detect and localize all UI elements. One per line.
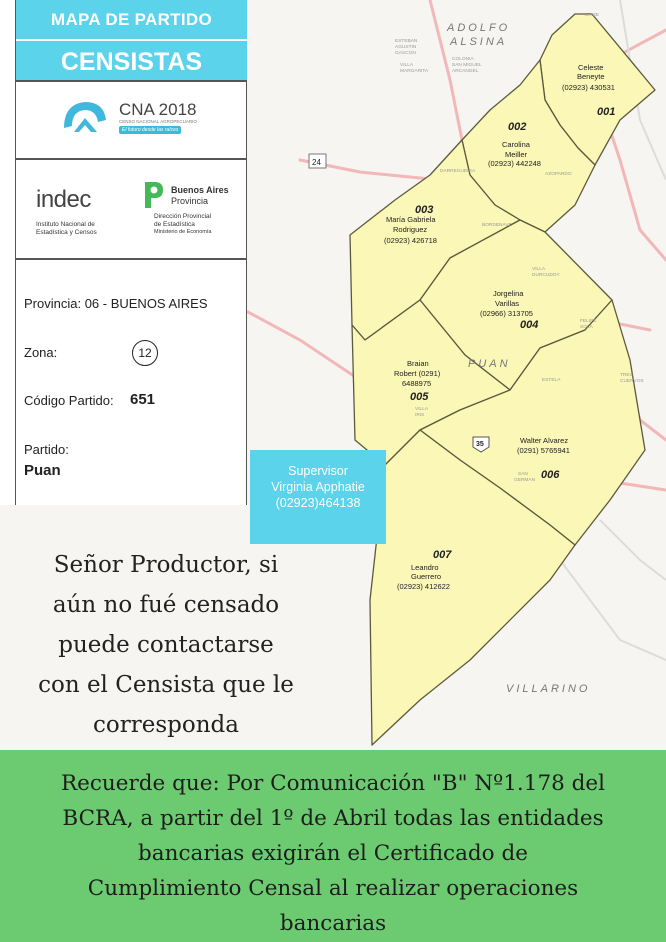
institution-logos bbox=[16, 160, 247, 260]
zona-label: Zona: bbox=[24, 345, 58, 360]
svg-text:Robert (0291): Robert (0291) bbox=[394, 369, 441, 378]
svg-text:Beneyte: Beneyte bbox=[577, 72, 605, 81]
svg-text:(02966) 313705: (02966) 313705 bbox=[480, 309, 533, 318]
producer-message bbox=[0, 545, 332, 745]
message-line-1: Señor Productor, si bbox=[53, 552, 279, 578]
svg-text:Guerrero: Guerrero bbox=[411, 572, 442, 581]
notice-line-3: bancarias exigirán el Certificado de bbox=[138, 841, 528, 866]
svg-text:Celeste: Celeste bbox=[578, 63, 604, 72]
region-center: PUAN bbox=[468, 358, 511, 370]
svg-text:(02923) 426718: (02923) 426718 bbox=[384, 236, 437, 245]
supervisor-name: Virginia Apphatie bbox=[271, 480, 365, 494]
provincia-field: Provincia: 06 - BUENOS AIRES bbox=[24, 296, 208, 311]
map-title: MAPA DE PARTIDO bbox=[16, 0, 247, 41]
svg-text:(02923) 430531: (02923) 430531 bbox=[562, 83, 615, 92]
svg-text:VILLA: VILLA bbox=[400, 63, 414, 68]
partido-label: Partido: bbox=[24, 442, 69, 457]
route-24-shield bbox=[309, 154, 326, 168]
region-north-1: ADOLFO bbox=[447, 22, 511, 34]
svg-text:ERIZE: ERIZE bbox=[585, 13, 600, 18]
svg-text:DARREGUEIRA: DARREGUEIRA bbox=[440, 169, 476, 174]
svg-text:(02923) 412622: (02923) 412622 bbox=[397, 582, 450, 591]
svg-text:MARGARITA: MARGARITA bbox=[400, 69, 429, 74]
svg-text:VILLA: VILLA bbox=[415, 407, 429, 412]
svg-text:ESTELA: ESTELA bbox=[542, 378, 561, 383]
svg-text:IRIS: IRIS bbox=[415, 413, 425, 418]
indec-logo: indec bbox=[36, 186, 91, 213]
svg-text:TRES: TRES bbox=[620, 373, 633, 378]
ba-province-icon bbox=[141, 180, 165, 210]
message-line-4: con el Censista que le bbox=[38, 672, 294, 698]
svg-text:SAN: SAN bbox=[518, 472, 528, 477]
svg-text:Braian: Braian bbox=[407, 359, 429, 368]
notice-line-5: bancarias bbox=[279, 911, 387, 936]
bcra-notice bbox=[0, 750, 666, 942]
svg-text:Walter Alvarez: Walter Alvarez bbox=[520, 436, 569, 445]
cna-subtitle: CENSO NACIONAL AGROPECUARIO bbox=[119, 119, 197, 124]
info-panel bbox=[0, 0, 247, 505]
svg-text:Meiller: Meiller bbox=[505, 150, 528, 159]
svg-text:007: 007 bbox=[433, 549, 452, 561]
svg-text:ESTEBAN: ESTEBAN bbox=[395, 39, 418, 44]
ba-line2: Provincia bbox=[171, 196, 209, 206]
notice-line-1: Recuerde que: Por Comunicación "B" Nº1.178 del bbox=[60, 771, 606, 796]
svg-text:Varillas: Varillas bbox=[495, 299, 520, 308]
cna-logo-block bbox=[16, 82, 247, 160]
svg-text:Jorgelina: Jorgelina bbox=[493, 289, 524, 298]
ba-line1: Buenos Aires bbox=[171, 185, 229, 195]
partido-fields bbox=[16, 260, 247, 505]
cna-tagline: El futuro desde las raíces bbox=[119, 126, 181, 134]
region-north-2: ALSINA bbox=[450, 36, 508, 48]
codigo-value: 651 bbox=[130, 391, 156, 408]
region-south: VILLARINO bbox=[506, 683, 591, 695]
partido-value: Puan bbox=[24, 462, 61, 479]
svg-text:Carolina: Carolina bbox=[502, 140, 530, 149]
message-line-3: puede contactarse bbox=[58, 632, 274, 658]
svg-text:Rodriguez: Rodriguez bbox=[393, 225, 428, 234]
svg-text:Leandro: Leandro bbox=[411, 563, 439, 572]
svg-text:005: 005 bbox=[410, 391, 429, 403]
svg-text:(0291) 5765941: (0291) 5765941 bbox=[517, 446, 570, 455]
census-zones bbox=[350, 14, 655, 745]
message-line-5: corresponda bbox=[93, 712, 239, 738]
svg-text:004: 004 bbox=[520, 319, 539, 331]
svg-text:GERMAN: GERMAN bbox=[514, 478, 536, 483]
svg-text:(02923) 442248: (02923) 442248 bbox=[488, 159, 541, 168]
svg-text:CUERVOS: CUERVOS bbox=[620, 379, 644, 384]
cna-name: CNA 2018 bbox=[119, 100, 197, 119]
ba-dept3: Ministerio de Economía bbox=[154, 229, 212, 235]
message-line-2: aún no fué censado bbox=[52, 592, 280, 618]
svg-text:35: 35 bbox=[476, 441, 484, 448]
zona-value: 12 bbox=[132, 340, 158, 366]
codigo-label: Código Partido: bbox=[24, 393, 114, 408]
ba-dept2: de Estadística bbox=[154, 221, 195, 228]
svg-text:6488975: 6488975 bbox=[402, 379, 432, 388]
svg-text:24: 24 bbox=[312, 158, 321, 167]
svg-text:COLONIA: COLONIA bbox=[452, 57, 474, 62]
ba-dept1: Dirección Provincial bbox=[154, 213, 212, 220]
svg-text:001: 001 bbox=[597, 106, 616, 118]
notice-line-2: BCRA, a partir del 1º de Abril todas las entidades bbox=[62, 806, 604, 831]
supervisor-box bbox=[250, 450, 386, 544]
indec-line1: Instituto Nacional de bbox=[36, 221, 95, 228]
svg-text:FELIPE: FELIPE bbox=[580, 319, 597, 324]
svg-text:AGUSTIN: AGUSTIN bbox=[395, 45, 417, 50]
title-box bbox=[16, 0, 247, 82]
svg-text:VILLA: VILLA bbox=[532, 267, 546, 272]
notice-line-4: Cumplimiento Censal al realizar operaciones bbox=[87, 876, 579, 901]
supervisor-phone: (02923)464138 bbox=[275, 496, 361, 510]
svg-text:SAN MIGUEL: SAN MIGUEL bbox=[452, 63, 482, 68]
svg-text:002: 002 bbox=[508, 121, 527, 133]
svg-text:ARCANGEL: ARCANGEL bbox=[452, 69, 479, 74]
cna-logo-icon bbox=[60, 98, 110, 138]
svg-text:006: 006 bbox=[541, 469, 560, 481]
svg-text:SOLA: SOLA bbox=[580, 325, 593, 330]
svg-text:María Gabriela: María Gabriela bbox=[386, 215, 436, 224]
svg-text:GASCON: GASCON bbox=[395, 51, 416, 56]
indec-line2: Estadística y Censos bbox=[36, 229, 97, 236]
svg-text:BORDENAVE: BORDENAVE bbox=[482, 223, 512, 228]
svg-text:AZOPARDO: AZOPARDO bbox=[545, 172, 572, 177]
map-subtitle: CENSISTAS bbox=[60, 48, 203, 76]
supervisor-title: Supervisor bbox=[288, 464, 348, 478]
svg-text:003: 003 bbox=[415, 204, 434, 216]
svg-text:DURCUDOY: DURCUDOY bbox=[532, 273, 560, 278]
